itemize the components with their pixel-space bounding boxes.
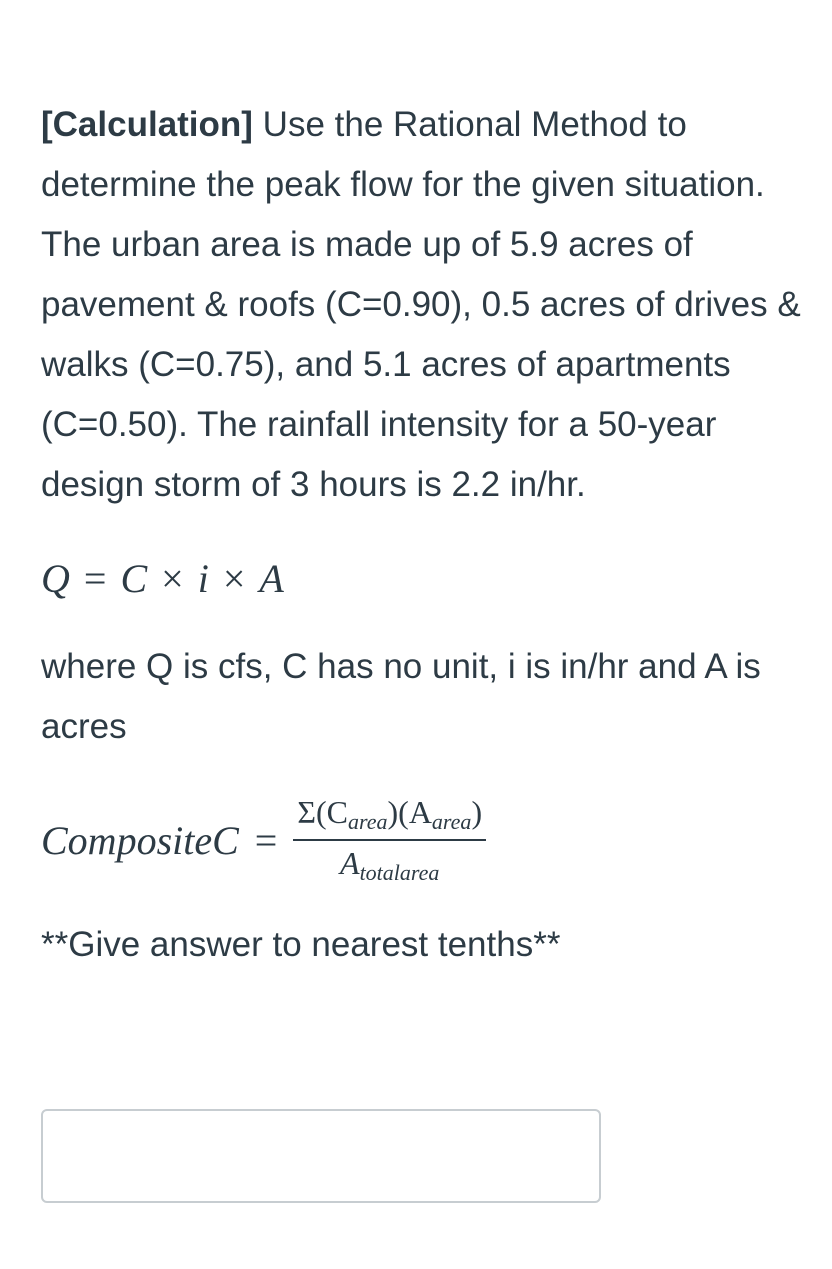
rounding-instruction: **Give answer to nearest tenths**	[41, 925, 561, 964]
formula-c: C	[120, 556, 148, 601]
formula-i: i	[197, 556, 209, 601]
formula-times-2: ×	[222, 556, 246, 601]
composite-lhs: CompositeC	[41, 817, 239, 863]
num-sub-2: area	[431, 809, 472, 834]
question-text: Use the Rational Method to determine the peak flow for the given situation. The urban area is made up of 5.9 acres of pavement & roofs (C=0.90), 0.5 acres of drives & walks (C=0.75), and 5.1 acres of apartments (C=0.50). The rainfall intensity for a 50-year design storm of 3 hours is 2.2 in/hr.	[41, 105, 801, 504]
den-main: A	[340, 845, 360, 881]
fraction-denominator	[340, 841, 439, 886]
formula-q: Q	[41, 556, 70, 601]
composite-c-formula	[41, 795, 811, 885]
question-body	[41, 95, 811, 975]
num-close: )	[471, 794, 483, 830]
composite-fraction	[293, 794, 486, 886]
question-tag: [Calculation]	[41, 105, 253, 144]
formula-times-1: ×	[161, 556, 184, 601]
formula-equals: =	[83, 556, 107, 601]
num-open: Σ(C	[297, 794, 348, 830]
num-sub-1: area	[347, 809, 388, 834]
answer-input[interactable]	[41, 1109, 601, 1203]
units-note: where Q is cfs, C has no unit, i is in/hr and A is acres	[41, 647, 761, 746]
formula-a: A	[259, 556, 284, 601]
fraction-numerator	[293, 794, 486, 841]
num-mid: )(A	[387, 794, 432, 830]
den-sub: totalarea	[359, 860, 440, 885]
rational-formula	[41, 539, 811, 619]
question-prompt	[41, 95, 811, 515]
composite-equals: =	[254, 817, 278, 863]
